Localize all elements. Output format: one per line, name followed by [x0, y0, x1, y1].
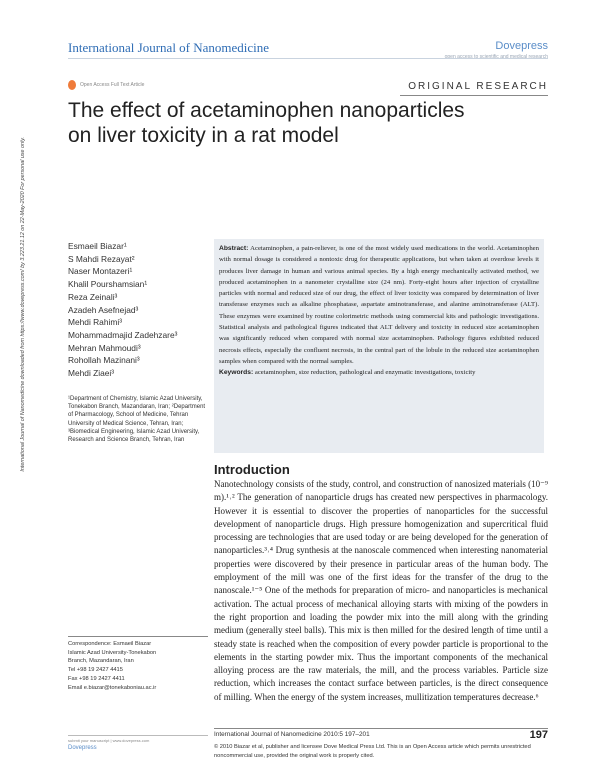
publisher-logo: Dovepress [495, 40, 548, 52]
publisher-tagline: open access to scientific and medical research [444, 54, 548, 60]
author-list [68, 240, 218, 380]
author: Esmaeil Biazar¹ [68, 241, 127, 251]
correspondence-fax: Fax +98 19 2427 4411 [68, 675, 125, 682]
author: Mohammadmajid Zadehzare³ [68, 329, 178, 340]
abstract-label: Abstract: [219, 245, 249, 252]
author: Mehdi Rahimi³ [68, 317, 122, 328]
author: Mehdi Ziaei³ [68, 368, 115, 379]
author: Naser Montazeri¹ [68, 266, 133, 277]
correspondence-address: Islamic Azad University-Tonekabon [68, 649, 157, 656]
article-type: ORIGINAL RESEARCH [408, 81, 548, 92]
journal-name: International Journal of Nanomedicine [68, 40, 270, 55]
correspondence-email[interactable]: Email e.biazar@tonekaboniau.ac.ir [68, 684, 157, 691]
introduction-heading: Introduction [214, 462, 290, 477]
abstract-box [214, 239, 544, 453]
footer-license: © 2010 Biazar et al, publisher and licensee Dove Medical Press Ltd. This is an Open Access article which permits unrestricted noncommercial use, provided the original work is properly cited. [214, 744, 531, 759]
open-access-text: Open Access Full Text Article [80, 82, 145, 88]
correspondence-label: Correspondence: Esmaeil Biazar [68, 641, 152, 647]
author: Mehran Mahmoudi³ [68, 342, 141, 353]
introduction-text: Nanotechnology consists of the study, control, and construction of nanosized materials (10⁻⁹ m).¹˒² The generation of nanoparticle drugs has created new perspectives in pharmacology. However it is essential to discover the properties of nanoparticles for the successful development of nanoparticle drugs. High pressure homogenization and supercritical fluid processing are technologies that are used today or are being developed for the generation of nanoparticles.³˒⁴ Drug synthesis at the nanoscale commenced when interesting nanomaterial properties were discovered by their presence in particular areas of the human body. The employment of the mill was one of the first ideas for the transfer of the drug to the nanoscale.¹⁻⁵ One of the methods for preparation of micro- and nanoparticles is mechanical activation. The actual process of mechanical alloying starts with mixing of the powders in the right proportion and loading the powder mix into the mill along with the grinding medium (generally steel balls). This mix is then milled for the desired length of time until a steady state is reached when the composition of every powder particle is proportional to the elements in the starting powder mix. Thus the important components of the mechanical alloying process are the raw materials, the mill, and the process variables. Particle size reduction, which increases the contact surface between particles, is the direct consequence of milling. When the energy of the system increases, mullitization temperatures decrease.⁶ [214, 479, 548, 702]
footer-divider [214, 728, 548, 729]
correspondence-tel: Tel +98 19 2427 4415 [68, 667, 123, 674]
article-type-divider [400, 95, 548, 96]
footer-left-divider [68, 735, 208, 736]
abstract-text: Acetaminophen, a pain-reliever, is one of the most widely used medications in the world. Acetaminophen with normal dosage is considered a nontoxic drug for therapeutic applications, but when taken at overdose levels it produces liver damage in human and various animal species. By a high energy mechanically activated method, we produced acetaminophen in a nanometer crystalline size (24 nm). Forty-eight hours after injection of crystalline particles with normal and reduced size of our drug, the effect of liver toxicity was compared by determination of liver transferase enzymes such as alkaline phosphatase, aspartate aminotransferase, and alanine aminotransferase (ALT). These enzymes were examined by routine colorimetric methods using commercial kits and pathologic investigations. Statistical analysis and pathological figures indicated that ALT delivery and toxicity in reduced size acetaminophen was significantly reduced when compared with normal size acetaminophen. Pathology figures exhibited reduced necrosis effects, especially the confluent necrosis, in the central part of the lobule in the reduced size acetaminophen samples when compared with the normal samples. [219, 245, 539, 365]
author: Reza Zeinali³ [68, 291, 118, 302]
author: Rohollah Mazinani³ [68, 355, 140, 366]
footer-submit-link[interactable]: submit your manuscript | www.dovepress.com [68, 738, 150, 743]
header-divider [68, 58, 548, 59]
page-number: 197 [529, 729, 548, 741]
footer-brand: Dovepress [68, 745, 97, 751]
correspondence [68, 636, 208, 692]
author: Khalil Pourshamsian¹ [68, 279, 148, 290]
open-access-icon [68, 80, 76, 90]
correspondence-address: Branch, Mazandaran, Iran [68, 658, 134, 665]
download-side-note: International Journal of Nanomedicine downloaded from https://www.dovepress.com/ by 3.223.21.12 on 22-May-2020 For personal use only. [20, 137, 26, 472]
author: S Mahdi Rezayat² [68, 253, 135, 264]
open-access-label [68, 80, 144, 90]
affiliations: ¹Department of Chemistry, Islamic Azad University, Tonekabon Branch, Mazandaran, Iran; ²Department of Pharmacology, School of Medicine, Tehran University of Medical Science, Tehran, Iran; ³Biomedical Engineering, Islamic Azad University, Research and Science Branch, Tehran, Iran [68, 396, 206, 444]
author: Azadeh Asefnejad³ [68, 304, 139, 315]
keywords-label: Keywords: [219, 369, 254, 377]
keywords-text: acetaminophen, size reduction, pathological and enzymatic investigations, toxicity [254, 369, 476, 377]
publisher-block [445, 40, 548, 60]
footer-journal-ref: International Journal of Nanomedicine 2010:5 197–201 [214, 731, 370, 738]
article-title: The effect of acetaminophen nanoparticles on liver toxicity in a rat model [68, 99, 465, 147]
